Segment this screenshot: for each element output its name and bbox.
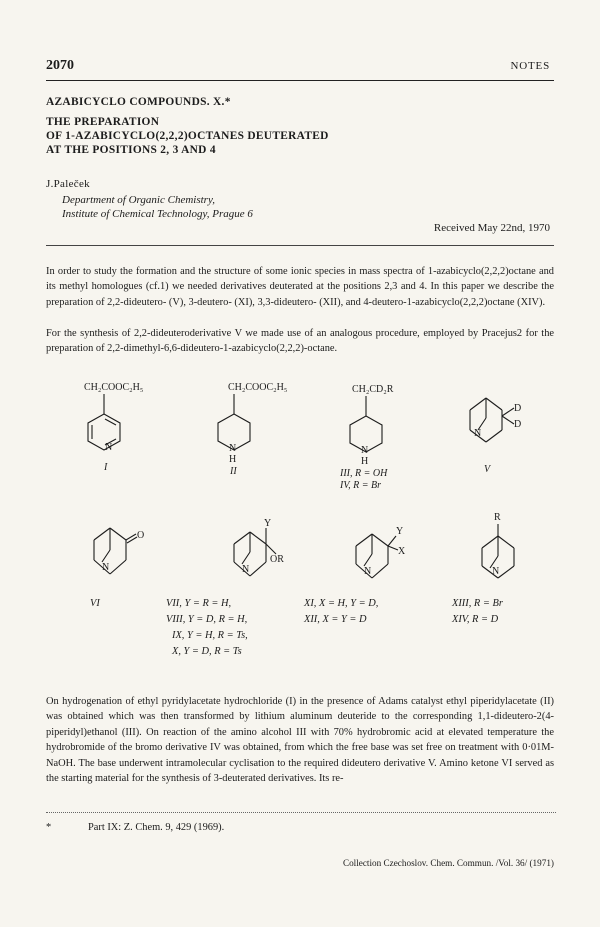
title-line-1: AZABICYCLO COMPOUNDS. X.* <box>46 96 231 108</box>
structure-XIII-label: XIII, R = Br <box>452 598 503 609</box>
structure-XI-x: X <box>398 546 406 557</box>
footnote-marker: * <box>46 822 52 833</box>
structure-I-substituent: CH₂COOC₂H₅ <box>84 382 144 393</box>
affiliation-department: Department of Organic Chemistry, <box>62 194 215 206</box>
structure-V-label: V <box>484 464 491 475</box>
structure-III-label: III, R = OH <box>340 468 388 479</box>
footnote <box>46 822 224 833</box>
structure-V-n: N <box>474 428 482 439</box>
page-number: 2070 <box>46 58 74 73</box>
structure-X-label: X, Y = D, R = Ts <box>172 646 242 657</box>
structure-VII-X <box>224 518 304 582</box>
structure-I-label: I <box>104 462 108 473</box>
structure-VII-n: N <box>242 564 250 575</box>
footnote-text: Part IX: Z. Chem. 9, 429 (1969). <box>88 822 225 833</box>
structure-XIII-r: R <box>494 512 501 523</box>
structure-II <box>214 378 304 477</box>
intro-paragraph: In order to study the formation and the structure of some ionic species in mass spectra of 1-azabicyclo(2,2,2)octane and its methyl homologues (cf.1) we needed derivatives deuterated at the positions 2,3 and 4. In this paper we describe the preparation of 2,2-dideutero- (V), 3-deutero- (XI), 3,3-dideutero- (XII), and 4-deutero-1-azabicyclo(2,2,2)octane (XIV). <box>46 266 554 308</box>
structure-III-substituent: CH₂CD₂R <box>352 384 394 395</box>
structure-VI-n: N <box>102 562 110 573</box>
structure-VI-label: VI <box>90 598 100 609</box>
section-name: NOTES <box>510 60 550 72</box>
structure-II-label: II <box>230 466 237 477</box>
structure-XI-XII <box>350 526 430 586</box>
structure-I-n: N <box>105 442 113 453</box>
structure-III-n: N <box>361 445 369 456</box>
structure-VII-y: Y <box>264 518 272 529</box>
structure-II-h: H <box>229 454 237 465</box>
journal-citation: Collection Czechoslov. Chem. Commun. /Vol. 36/ (1971) <box>342 858 554 868</box>
structure-XII-label: XII, X = Y = D <box>304 614 367 625</box>
structure-VIII-label: VIII, Y = D, R = H, <box>166 614 248 625</box>
header-rule <box>46 80 554 81</box>
structure-VI-o: O <box>137 530 145 541</box>
abstract-rule <box>46 245 554 246</box>
footnote-rule <box>46 812 556 813</box>
body-paragraph: On hydrogenation of ethyl pyridylacetate hydrochloride (I) in the presence of Adams catalyst ethyl piperidylacetate (II) was obtained which was then transformed by lithium aluminum deuteride to the corresponding 1,1-dideutero-2(4-piperidyl)ethanol (III). On reaction of the amino alcohol III with 70% hydrobromic acid at elevated temperature the hydrobromide of the bromo derivative IV was obtained, from which the free base was set free on treatment with 0·01M-NaOH. The base underwent intramolecular cyclisation to the required dideutero derivative V. Amino ketone VI served as the starting material for the synthesis of 3-deuterated derivatives. Its re- <box>46 696 554 785</box>
structure-VII-or: OR <box>270 554 284 565</box>
structure-XI-y: Y <box>396 526 404 537</box>
structure-V-d1: D <box>514 403 522 414</box>
structure-V-d2: D <box>514 419 522 430</box>
received-date: Received May 22nd, 1970 <box>433 222 550 234</box>
synthesis-paragraph: For the synthesis of 2,2-dideuteroderivative V we made use of an analogous procedure, employed by Pracejus2 for the preparation of 2,2-dimethyl-6,6-dideutero-1-azabicyclo(2,2,2)-octane. <box>46 328 554 355</box>
title-line-3: OF 1-AZABICYCLO(2,2,2)OCTANES DEUTERATED <box>46 130 329 142</box>
title-line-4: AT THE POSITIONS 2, 3 AND 4 <box>46 144 216 156</box>
structure-VII-label: VII, Y = R = H, <box>166 598 232 609</box>
structure-XIV-label: XIV, R = D <box>452 614 499 625</box>
structure-IX-label: IX, Y = H, R = Ts, <box>172 630 248 641</box>
title-line-2: THE PREPARATION <box>46 116 160 128</box>
structure-II-n: N <box>229 443 237 454</box>
structure-II-substituent: CH₂COOC₂H₅ <box>228 382 288 393</box>
structure-XIII-XIV <box>476 510 556 586</box>
structure-XIII-n: N <box>492 566 500 577</box>
structure-XI-label: XI, X = H, Y = D, <box>304 598 379 609</box>
structure-III-h: H <box>361 456 369 467</box>
structure-V <box>460 380 540 476</box>
affiliation-institute: Institute of Chemical Technology, Prague 6 <box>62 208 253 220</box>
structure-III-IV <box>332 378 442 491</box>
structure-IV-label: IV, R = Br <box>340 480 382 491</box>
structure-VI <box>84 522 164 582</box>
structure-I <box>84 378 164 474</box>
author-name: J.Paleček <box>46 178 90 190</box>
structure-XI-n: N <box>364 566 372 577</box>
